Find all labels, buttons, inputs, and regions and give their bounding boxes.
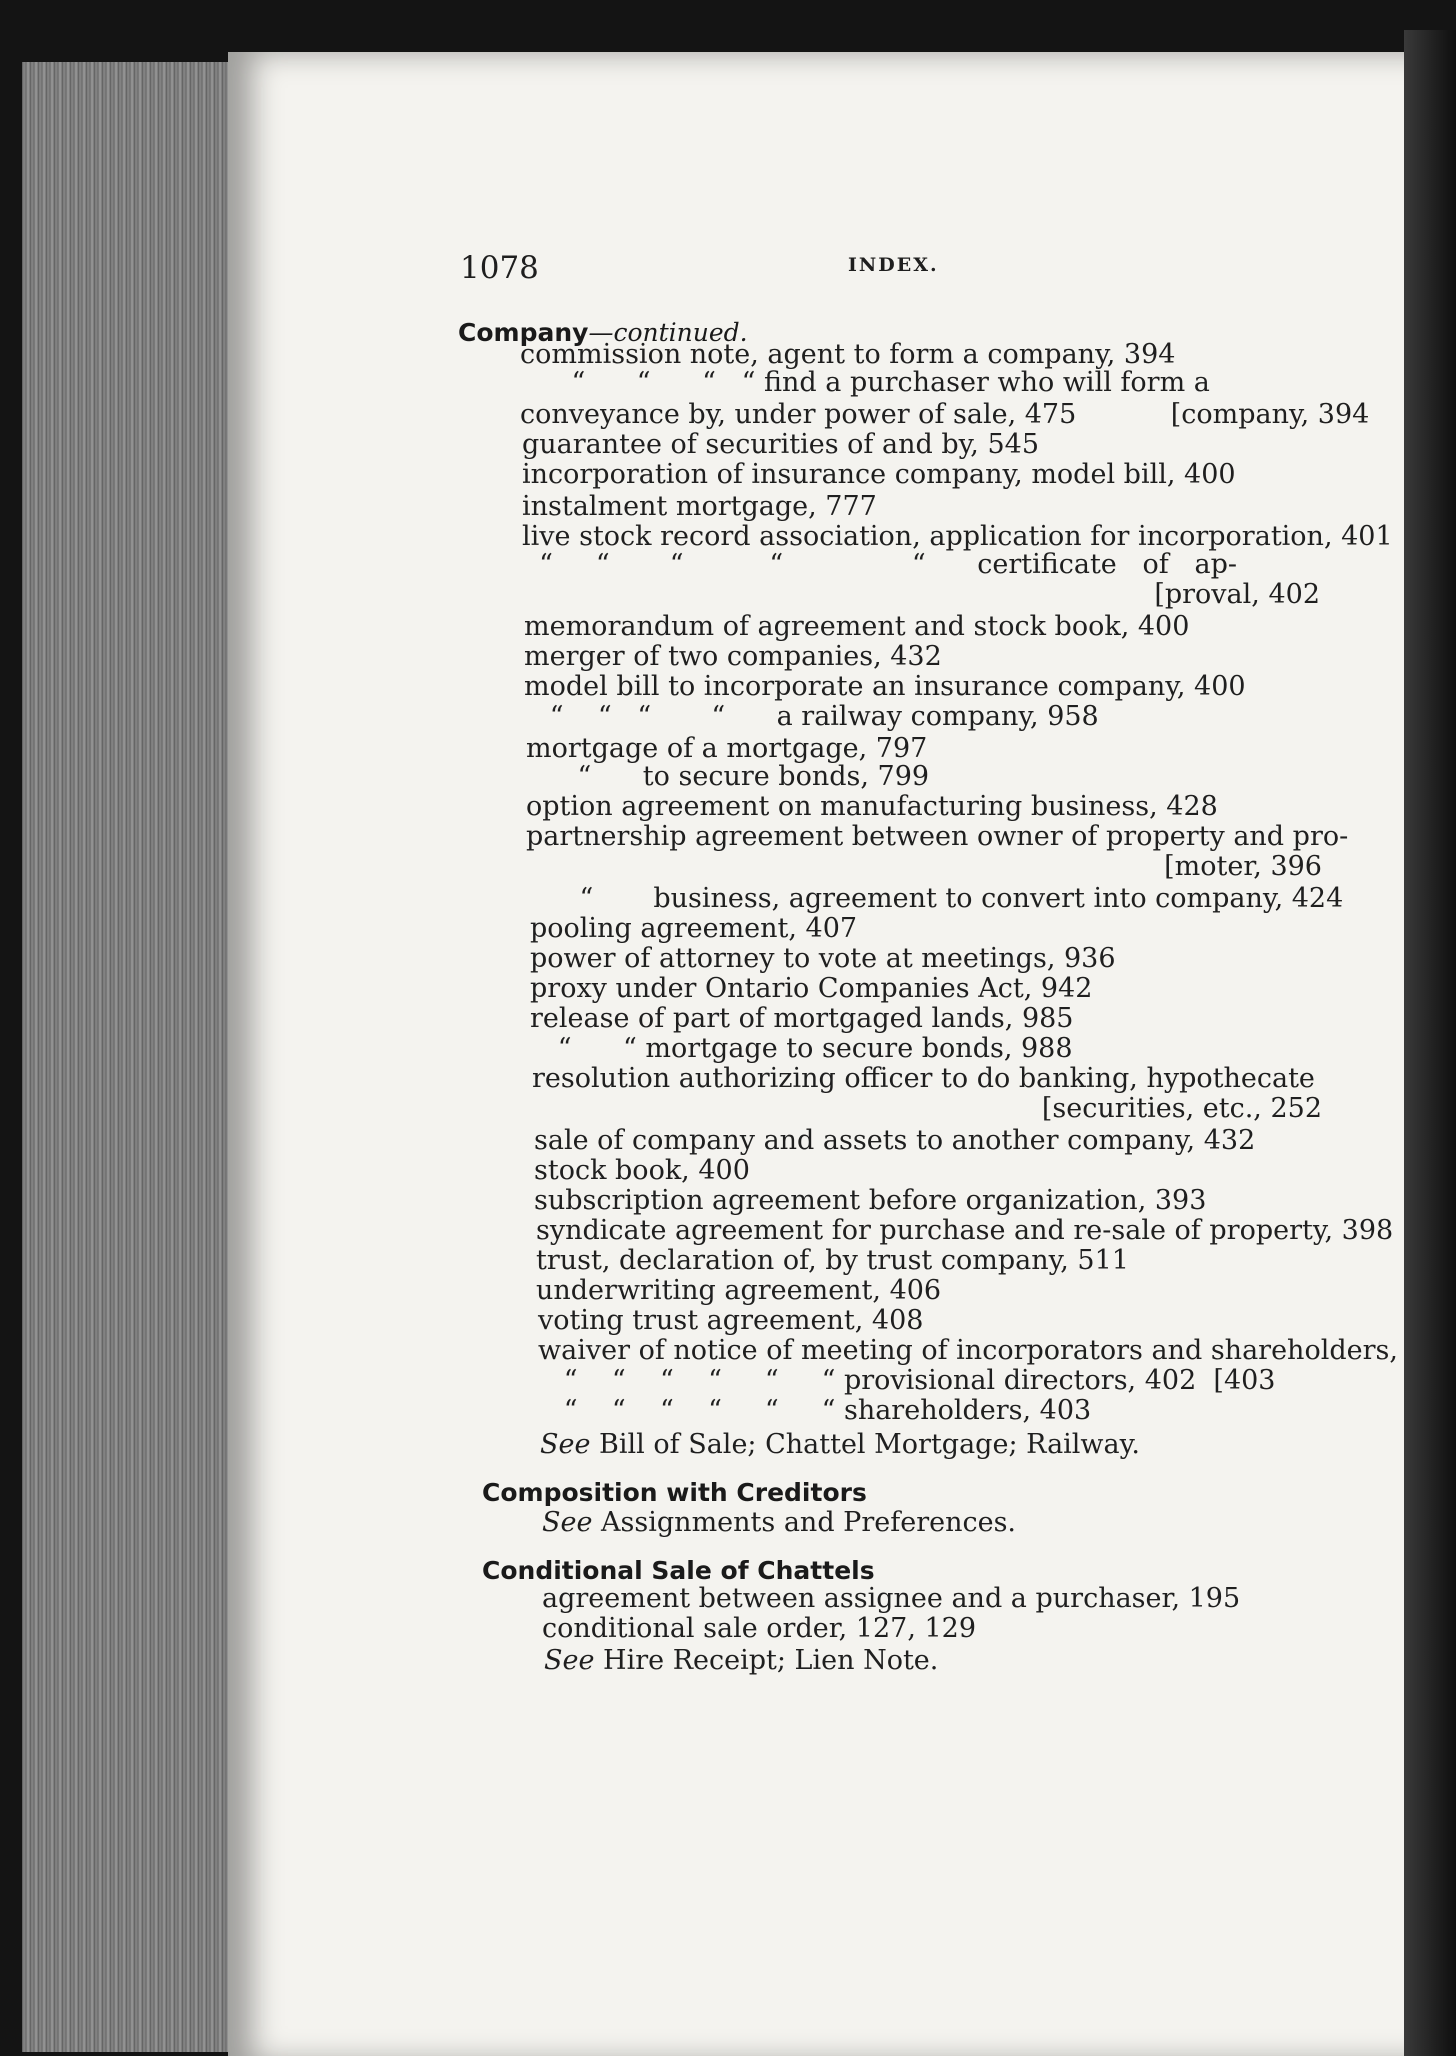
page-number: 1078 bbox=[460, 250, 539, 286]
subentry: conveyance by, under power of sale, 475 [company, 394 bbox=[520, 399, 1370, 430]
subentry: model bill to incorporate an insurance company, 400 bbox=[524, 671, 1246, 702]
subentry: waiver of notice of meeting of incorporators and shareholders, bbox=[538, 1335, 1398, 1366]
subentry: stock book, 400 bbox=[534, 1155, 750, 1186]
see-also-composition: See Assignments and Preferences. bbox=[542, 1507, 1017, 1538]
subentry-runover: [moter, 396 bbox=[1164, 851, 1322, 882]
subentry: partnership agreement between owner of property and pro- bbox=[526, 821, 1349, 852]
subentry: power of attorney to vote at meetings, 936 bbox=[530, 943, 1116, 974]
subentry: instalment mortgage, 777 bbox=[522, 491, 877, 522]
subentry: resolution authorizing officer to do banking, hypothecate bbox=[532, 1063, 1315, 1094]
subentry: incorporation of insurance company, model bill, 400 bbox=[522, 459, 1236, 490]
subentry: merger of two companies, 432 bbox=[524, 641, 942, 672]
subentry: guarantee of securities of and by, 545 bbox=[522, 429, 1040, 460]
subentry: release of part of mortgaged lands, 985 bbox=[530, 1003, 1074, 1034]
subentry: pooling agreement, 407 bbox=[530, 913, 858, 944]
subentry-runover: [securities, etc., 252 bbox=[1041, 1093, 1322, 1124]
subentry: memorandum of agreement and stock book, 400 bbox=[524, 611, 1190, 642]
binding-shadow bbox=[1404, 30, 1456, 2056]
subentry: “ “ “ “ “ “ shareholders, 403 bbox=[538, 1395, 1092, 1426]
subentry: mortgage of a mortgage, 797 bbox=[526, 733, 928, 764]
subentry: “ “ “ “ “ certificate of ap- bbox=[522, 549, 1238, 580]
subentry: “ “ “ “ “ “ provisional directors, 402 [403 bbox=[538, 1365, 1276, 1396]
subentry: underwriting agreement, 406 bbox=[536, 1275, 942, 1306]
subentry: voting trust agreement, 408 bbox=[538, 1305, 924, 1336]
page-edges bbox=[22, 62, 252, 2052]
subentry: agreement between assignee and a purchaser, 195 bbox=[542, 1583, 1241, 1614]
running-head: INDEX. bbox=[848, 254, 939, 276]
subentry: “ to secure bonds, 799 bbox=[526, 761, 930, 792]
entry-heading-company: Company—continued. bbox=[458, 318, 748, 347]
subentry: live stock record association, application for incorporation, 401 bbox=[522, 521, 1393, 552]
subentry: “ business, agreement to convert into company, 424 bbox=[528, 883, 1344, 914]
subentry: trust, declaration of, by trust company, 511 bbox=[536, 1245, 1129, 1276]
entry-heading-composition: Composition with Creditors bbox=[482, 1478, 867, 1507]
subentry: subscription agreement before organization, 393 bbox=[534, 1185, 1207, 1216]
see-also-conditional: See Hire Receipt; Lien Note. bbox=[544, 1645, 939, 1676]
subentry: proxy under Ontario Companies Act, 942 bbox=[530, 973, 1093, 1004]
subentry: conditional sale order, 127, 129 bbox=[542, 1613, 977, 1644]
entry-heading-conditional-sale: Conditional Sale of Chattels bbox=[482, 1556, 875, 1585]
subentry: “ “ “ “ a railway company, 958 bbox=[524, 701, 1099, 732]
continued-label: —continued. bbox=[588, 318, 748, 347]
subentry: sale of company and assets to another company, 432 bbox=[534, 1125, 1256, 1156]
see-also-company: See Bill of Sale; Chattel Mortgage; Railway. bbox=[540, 1429, 1140, 1460]
subentry: syndicate agreement for purchase and re-sale of property, 398 bbox=[536, 1215, 1394, 1246]
subentry: option agreement on manufacturing business, 428 bbox=[526, 791, 1218, 822]
subentry-runover: [proval, 402 bbox=[1154, 579, 1320, 610]
subentry: “ “ “ “ find a purchaser who will form a bbox=[520, 367, 1210, 398]
subentry: commission note, agent to form a company, 394 bbox=[520, 339, 1176, 370]
subentry: “ “ mortgage to secure bonds, 988 bbox=[532, 1033, 1073, 1064]
